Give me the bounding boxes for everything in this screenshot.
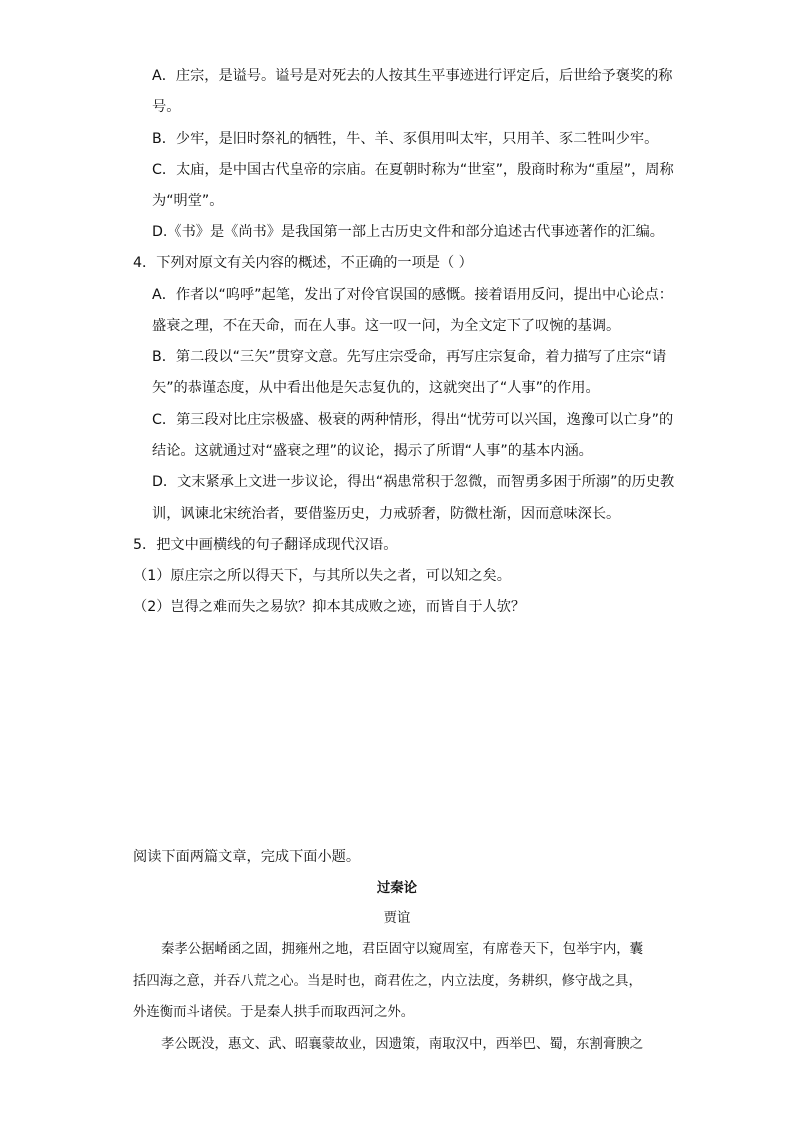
q4-option-d-line-1: D．文末紧承上文进一步议论，得出“祸患常积于忽微，而智勇多困于所溺”的历史教 [152,474,675,490]
passage-p2-line-1: 孝公既没，惠文、武、昭襄蒙故业，因遗策，南取汉中，西举巴、蜀，东割膏腴之 [161,1037,644,1052]
q5-item-1: （1）原庄宗之所以得天下，与其所以失之者，可以知之矣。 [133,568,511,584]
q3-option-a-line-1: A．庄宗，是谥号。谥号是对死去的人按其生平事迹进行评定后，后世给予褒奖的称 [152,68,673,84]
q3-option-c-line-2: 为“明堂”。 [152,193,224,209]
q5-item-2: （2）岂得之难而失之易欤？抑本其成败之迹，而皆自于人欤？ [133,599,526,615]
passage-p1-line-2: 括四海之意，并吞八荒之心。当是时也，商君佐之，内立法度，务耕织，修守战之具， [133,974,642,989]
q4-option-b-line-1: B．第二段以“三矢”贯穿文意。先写庄宗受命，再写庄宗复命，着力描写了庄宗“请 [152,349,667,365]
q5-stem: 5．把文中画横线的句子翻译成现代汉语。 [133,537,398,553]
q4-option-d-line-2: 训，讽谏北宋统治者，要借鉴历史，力戒骄奢，防微杜渐，因而意味深长。 [152,506,621,522]
q4-option-c-line-1: C．第三段对比庄宗极盛、极衰的两种情形，得出“忧劳可以兴国，逸豫可以亡身”的 [152,412,674,428]
passage-author: 贾谊 [383,911,411,926]
reading-instruction: 阅读下面两篇文章，完成下面小题。 [133,849,361,865]
passage-p1-line-3: 外连衡而斗诸侯。于是秦人拱手而取西河之外。 [133,1005,415,1020]
q4-stem: 4．下列对原文有关内容的概述，不正确的一项是（ ） [133,255,473,271]
q3-option-b: B．少牢，是旧时祭礼的牺牲，牛、羊、豕俱用叫太牢，只用羊、豕二牲叫少牢。 [152,131,659,147]
q4-option-c-line-2: 结论。这就通过对“盛衰之理”的议论，揭示了所谓“人事”的基本内涵。 [152,443,593,459]
q3-option-a-line-2: 号。 [152,99,181,115]
passage-p1-line-1: 秦孝公据崤函之固，拥雍州之地，君臣固守以窥周室，有席卷天下，包举宇内，囊 [161,942,644,957]
q3-option-c-line-1: C．太庙，是中国古代皇帝的宗庙。在夏朝时称为“世室”，殷商时称为“重屋”，周称 [152,162,674,178]
q3-option-d: D.《书》是《尚书》是我国第一部上古历史文件和部分追述古代事迹著作的汇编。 [152,224,664,240]
passage-title: 过秦论 [376,880,418,896]
q4-option-a-line-2: 盛衰之理，不在天命，而在人事。这一叹一问，为全文定下了叹惋的基调。 [152,318,621,334]
q4-option-a-line-1: A．作者以“呜呼”起笔，发出了对伶官误国的感慨。接着语用反问，提出中心论点： [152,287,673,303]
q4-option-b-line-2: 矢”的恭谨态度，从中看出他是矢志复仇的，这就突出了“人事”的作用。 [152,380,600,396]
